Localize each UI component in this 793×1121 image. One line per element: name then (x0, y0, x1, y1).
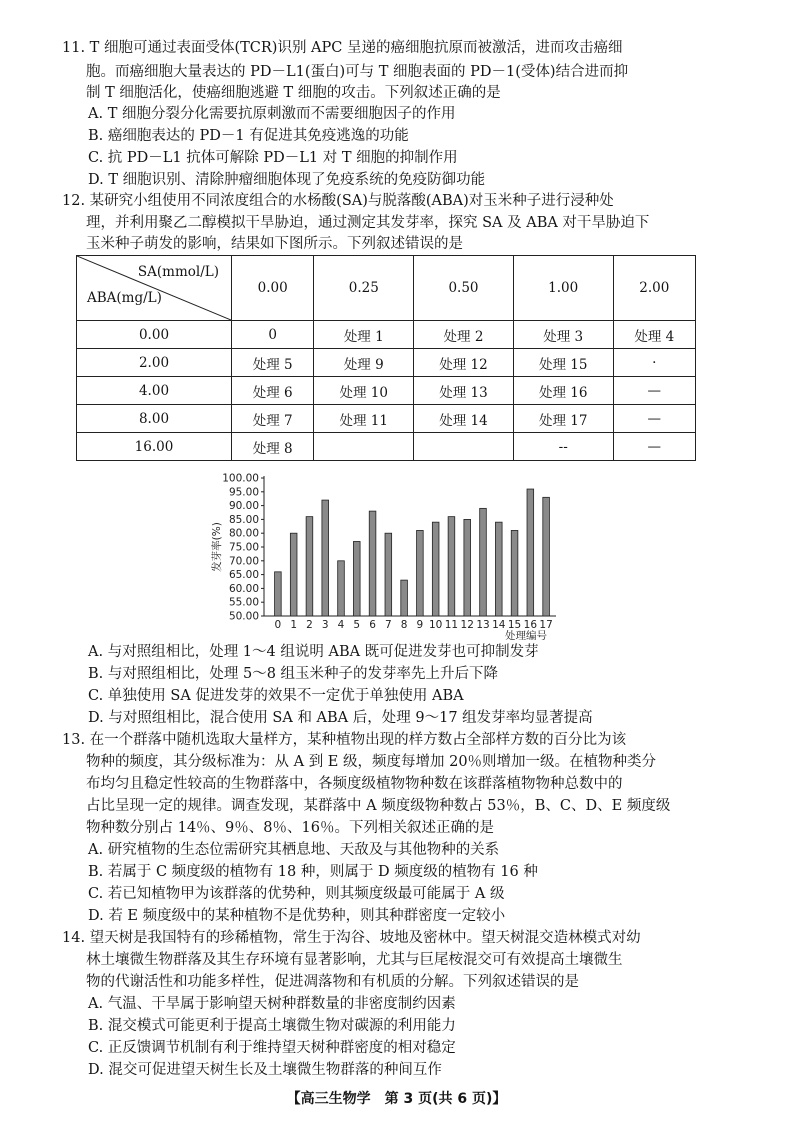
q11-option-d: D. T 细胞识别、清除肿瘤细胞体现了免疫系统的免疫防御功能 (88, 172, 486, 188)
bar (338, 561, 345, 616)
q13-stem-line-2: 物种的频度，其分级标准为：从 A 到 E 级，频度每增加 20％则增加一级。在植物种类分 (86, 754, 657, 770)
table-cell: 处理 5 (232, 349, 314, 377)
table-cell: — (613, 433, 695, 461)
x-tick-label: 1 (290, 619, 298, 631)
q14-option-d: D. 混交可促进望天树生长及土壤微生物群落的种间互作 (88, 1062, 442, 1078)
table-cell: -- (513, 433, 613, 461)
q12-stem-line-3: 玉米种子萌发的影响，结果如下图所示。下列叙述错误的是 (86, 236, 463, 252)
y-tick-label: 100.00 (222, 472, 259, 485)
bar (432, 522, 439, 616)
table-cell: 处理 10 (314, 377, 414, 405)
q13-stem-line-5: 物种数分别占 14％、9％、8％、16％。下列相关叙述正确的是 (86, 820, 494, 836)
table-cell (414, 433, 514, 461)
x-tick-label: 7 (384, 619, 392, 631)
sa-value: 0.50 (414, 256, 514, 321)
table-cell: 处理 2 (414, 321, 514, 349)
x-tick-label: 12 (460, 619, 474, 631)
sa-value: 0.00 (232, 256, 314, 321)
q12-option-c: C. 单独使用 SA 促进发芽的效果不一定优于单独使用 ABA (88, 688, 464, 704)
bar (401, 580, 408, 616)
table-row (77, 405, 696, 433)
q13-stem-line-1: 13. 在一个群落中随机选取大量样方，某种植物出现的样方数占全部样方数的百分比为该 (62, 732, 627, 748)
table-cell: 处理 1 (314, 321, 414, 349)
q11-stem-line-3: 制 T 细胞活化，使癌细胞逃避 T 细胞的攻击。下列叙述正确的是 (86, 85, 501, 101)
q12-option-a: A. 与对照组相比，处理 1～4 组说明 ABA 既可促进发芽也可抑制发芽 (88, 644, 539, 660)
table-corner-cell (77, 256, 232, 321)
bar (495, 522, 502, 616)
table-cell: 处理 15 (513, 349, 613, 377)
q11-stem-line-2: 胞。而癌细胞大量表达的 PD－L1(蛋白)可与 T 细胞表面的 PD－1(受体)结合进而抑 (86, 64, 629, 80)
y-tick-label: 70.00 (228, 555, 259, 568)
bar (275, 572, 282, 616)
q13-option-b: B. 若属于 C 频度级的植物有 18 种，则属于 D 频度级的植物有 16 种 (88, 864, 538, 880)
table-cell: 处理 6 (232, 377, 314, 405)
table-row (77, 433, 696, 461)
q11-stem-line-1: 11. T 细胞可通过表面受体(TCR)识别 APC 呈递的癌细胞抗原而被激活，进而攻击癌细 (62, 40, 623, 56)
q13-option-a: A. 研究植物的生态位需研究其栖息地、天敌及与其他物种的关系 (88, 842, 500, 858)
bar (511, 530, 518, 616)
bar (385, 533, 392, 616)
table-cell: 处理 3 (513, 321, 613, 349)
q12-stem-line-1: 12. 某研究小组使用不同浓度组合的水杨酸(SA)与脱落酸(ABA)对玉米种子进行浸种处 (62, 193, 614, 209)
y-tick-label: 65.00 (228, 569, 259, 582)
table-cell: 处理 16 (513, 377, 613, 405)
x-tick-label: 6 (369, 619, 376, 631)
q12-option-b: B. 与对照组相比，处理 5～8 组玉米种子的发芽率先上升后下降 (88, 666, 499, 682)
table-cell: 处理 7 (232, 405, 314, 433)
aba-value: 16.00 (77, 433, 232, 461)
bar (448, 517, 455, 616)
q11-option-c: C. 抗 PD－L1 抗体可解除 PD－L1 对 T 细胞的抑制作用 (88, 150, 458, 166)
treatment-table (76, 255, 696, 461)
bar (322, 500, 329, 616)
x-tick-label: 4 (337, 619, 345, 631)
bar (369, 511, 376, 616)
bar (417, 530, 424, 616)
q14-stem-line-3: 物的代谢活性和功能多样性，促进凋落物和有机质的分解。下列叙述错误的是 (86, 974, 579, 990)
aba-value: 0.00 (77, 321, 232, 349)
bar (480, 508, 487, 616)
table-cell (314, 433, 414, 461)
x-tick-label: 16 (523, 619, 538, 631)
q13-stem-line-3: 布均匀且稳定性较高的生物群落中，各频度级植物物种数在该群落植物物种总数中的 (86, 776, 623, 792)
x-tick-label: 17 (539, 619, 553, 631)
y-axis-label: 发芽率(%) (211, 522, 223, 572)
q14-option-b: B. 混交模式可能更利于提高土壤微生物对碳源的利用能力 (88, 1018, 456, 1034)
bar (306, 517, 313, 616)
q13-stem-line-4: 占比呈现一定的规律。调查发现，某群落中 A 频度级物种数占 53％，B、C、D、E 频度级 (86, 798, 671, 814)
q13-option-d: D. 若 E 频度级中的某种植物不是优势种，则其种群密度一定较小 (88, 908, 506, 924)
x-tick-label: 0 (274, 619, 282, 631)
bar (353, 541, 360, 616)
table-cell: — (613, 405, 695, 433)
y-tick-label: 80.00 (228, 527, 259, 540)
y-tick-label: 75.00 (228, 541, 259, 554)
aba-header: ABA(mg/L) (87, 290, 162, 306)
q11-option-a: A. T 细胞分裂分化需要抗原刺激而不需要细胞因子的作用 (88, 106, 456, 122)
q14-option-c: C. 正反馈调节机制有利于维持望天树种群密度的相对稳定 (88, 1040, 456, 1056)
table-row (77, 321, 696, 349)
q12-stem-line-2: 理，并利用聚乙二醇模拟干旱胁迫，通过测定其发芽率，探究 SA 及 ABA 对干旱胁迫下 (86, 215, 650, 231)
aba-value: 8.00 (77, 405, 232, 433)
x-tick-label: 13 (476, 619, 490, 631)
x-tick-label: 2 (306, 619, 313, 631)
y-tick-label: 95.00 (228, 486, 259, 499)
table-cell: 处理 14 (414, 405, 514, 433)
q14-stem-line-1: 14. 望天树是我国特有的珍稀植物，常生于沟谷、坡地及密林中。望天树混交造林模式对幼 (62, 930, 641, 946)
x-tick-label: 15 (507, 619, 522, 631)
table-cell: 处理 12 (414, 349, 514, 377)
y-tick-label: 60.00 (228, 582, 259, 595)
table-cell: — (613, 377, 695, 405)
x-tick-label: 9 (416, 619, 424, 631)
x-tick-label: 11 (444, 619, 459, 631)
table-cell: 0 (232, 321, 314, 349)
y-tick-label: 90.00 (228, 500, 259, 513)
x-tick-label: 5 (353, 619, 361, 631)
q13-option-c: C. 若已知植物甲为该群落的优势种，则其频度级最可能属于 A 级 (88, 886, 505, 902)
x-tick-label: 8 (400, 619, 408, 631)
page-footer: 【高三生物学 第 3 页(共 6 页)】 (286, 1091, 507, 1107)
table-cell: 处理 4 (613, 321, 695, 349)
table-cell: 处理 11 (314, 405, 414, 433)
sa-value: 0.25 (314, 256, 414, 321)
q11-option-b: B. 癌细胞表达的 PD－1 有促进其免疫逃逸的功能 (88, 128, 409, 144)
q14-option-a: A. 气温、干旱属于影响望天树种群数量的非密度制约因素 (88, 996, 456, 1012)
bar (543, 497, 550, 616)
sa-value: 2.00 (613, 256, 695, 321)
table-cell: 处理 17 (513, 405, 613, 433)
germination-bar-chart (206, 470, 570, 640)
table-cell: 处理 8 (232, 433, 314, 461)
sa-value: 1.00 (513, 256, 613, 321)
bar (527, 489, 534, 616)
x-tick-label: 14 (492, 619, 506, 631)
table-cell: 处理 9 (314, 349, 414, 377)
bar (464, 519, 471, 616)
table-row (77, 377, 696, 405)
sa-header: SA(mmol/L) (137, 264, 219, 280)
y-tick-label: 85.00 (228, 513, 259, 526)
x-tick-label: 10 (428, 619, 443, 631)
aba-value: 4.00 (77, 377, 232, 405)
y-tick-label: 50.00 (228, 610, 259, 623)
y-tick-label: 55.00 (228, 596, 259, 609)
table-cell: 处理 13 (414, 377, 514, 405)
q12-option-d: D. 与对照组相比，混合使用 SA 和 ABA 后，处理 9～17 组发芽率均显著提高 (88, 710, 593, 726)
q14-stem-line-2: 林土壤微生物群落及其生存环境有显著影响，尤其与巨尾桉混交可有效提高土壤微生 (86, 952, 623, 968)
table-cell: · (613, 349, 695, 377)
aba-value: 2.00 (77, 349, 232, 377)
x-axis-label: 处理编号 (505, 630, 547, 640)
bar (290, 533, 297, 616)
table-row (77, 349, 696, 377)
x-tick-label: 3 (321, 619, 329, 631)
